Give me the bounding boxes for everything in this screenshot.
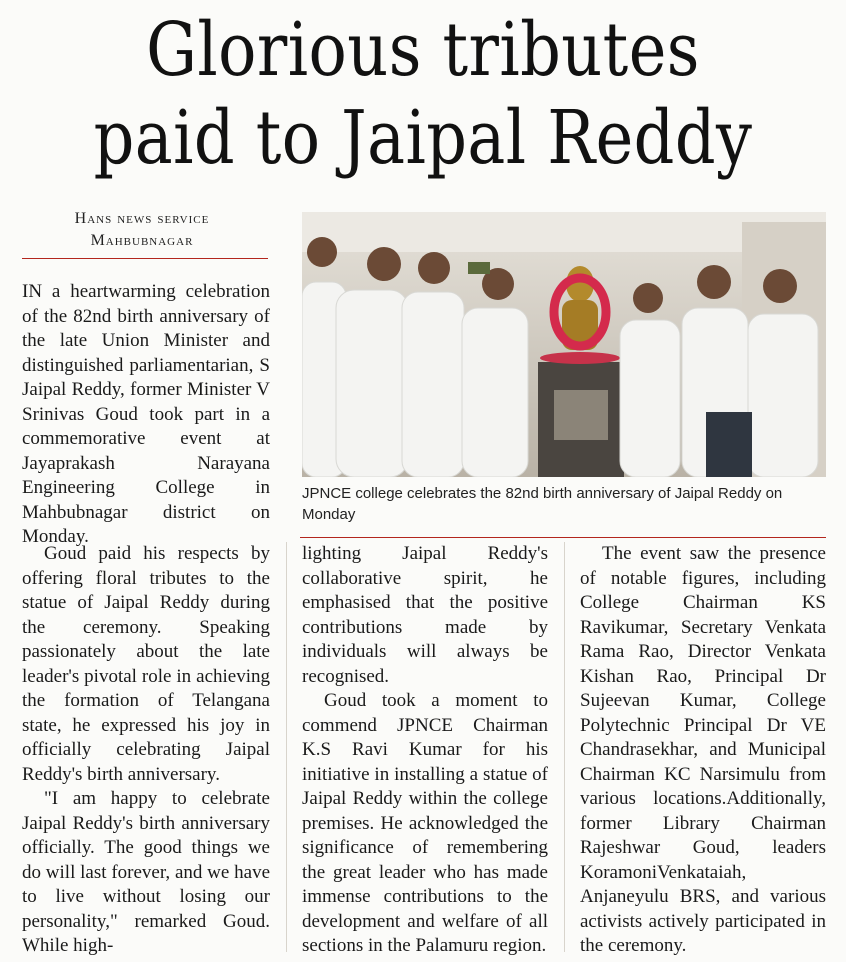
article-intro: IN a heartwarming celebration of the 82nd birth anniversary of the late Union Minister and distinguished parliamentarian, S Jaipal Reddy, former Minister V Srinivas Goud took part in a commemorative event at Jayaprakash Narayana Engineering College in Mahbubnagar district on Monday.	[22, 281, 270, 547]
article-paragraph: lighting Jaipal Reddy's collaborative spirit, he emphasised that the positive contributions made by individuals will always be recognised.	[302, 543, 548, 687]
article-column-1-bottom	[22, 542, 270, 959]
column-separator	[564, 542, 565, 952]
headline	[59, 6, 787, 182]
article-paragraph: Goud paid his respects by offering floral tributes to the statue of Jaipal Reddy during the ceremony. Speaking passionately about the late leader's pivotal role in achieving the formation of Telangana state, he expressed his joy in officially celebrating Jaipal Reddy's birth anniversary.	[22, 543, 270, 785]
article-column-3	[580, 542, 826, 959]
byline-divider	[22, 258, 268, 259]
byline-agency: Hans news service	[74, 210, 210, 227]
article-paragraph: The event saw the presence of notable figures, including College Chairman KS Ravikumar, Secretary Venkata Rama Rao, Director Venkata Kishan Rao, Principal Dr Sujeevan Kumar, College Polytechnic Principal Dr VE Chandrasekhar, and Municipal Chairman KC Narsimulu from various locations.Additionally, former Library Chairman Rajeshwar Goud, leaders KoramoniVenkataiah, Anjaneyulu BRS, and various activists actively participated in the ceremony.	[580, 543, 826, 956]
photo-caption: JPNCE college celebrates the 82nd birth anniversary of Jaipal Reddy on Monday	[302, 485, 783, 523]
caption-divider	[300, 537, 826, 538]
news-photo	[302, 212, 826, 477]
headline-line-2: paid to Jaipal Reddy	[93, 95, 753, 181]
article-column-2	[302, 542, 548, 959]
column-separator	[286, 542, 287, 952]
byline-place: Mahbubnagar	[90, 232, 194, 249]
article-paragraph: Goud took a moment to commend JPNCE Chairman K.S Ravi Kumar for his initiative in installing a statue of Jaipal Reddy within the college premises. He acknowledged the significance of remembering the great leader who has made immense contributions to the development and welfare of all sections in the Palamuru region.	[302, 690, 548, 956]
byline	[22, 208, 262, 252]
article-column-1-top	[22, 280, 270, 550]
group-photo-icon	[302, 212, 826, 477]
article-paragraph: "I am happy to celebrate Jaipal Reddy's birth anniversary officially. The good things we do will last forever, and we have to live without losing our personality," remarked Goud. While high-	[22, 788, 270, 956]
headline-line-1: Glorious tributes	[146, 7, 700, 93]
